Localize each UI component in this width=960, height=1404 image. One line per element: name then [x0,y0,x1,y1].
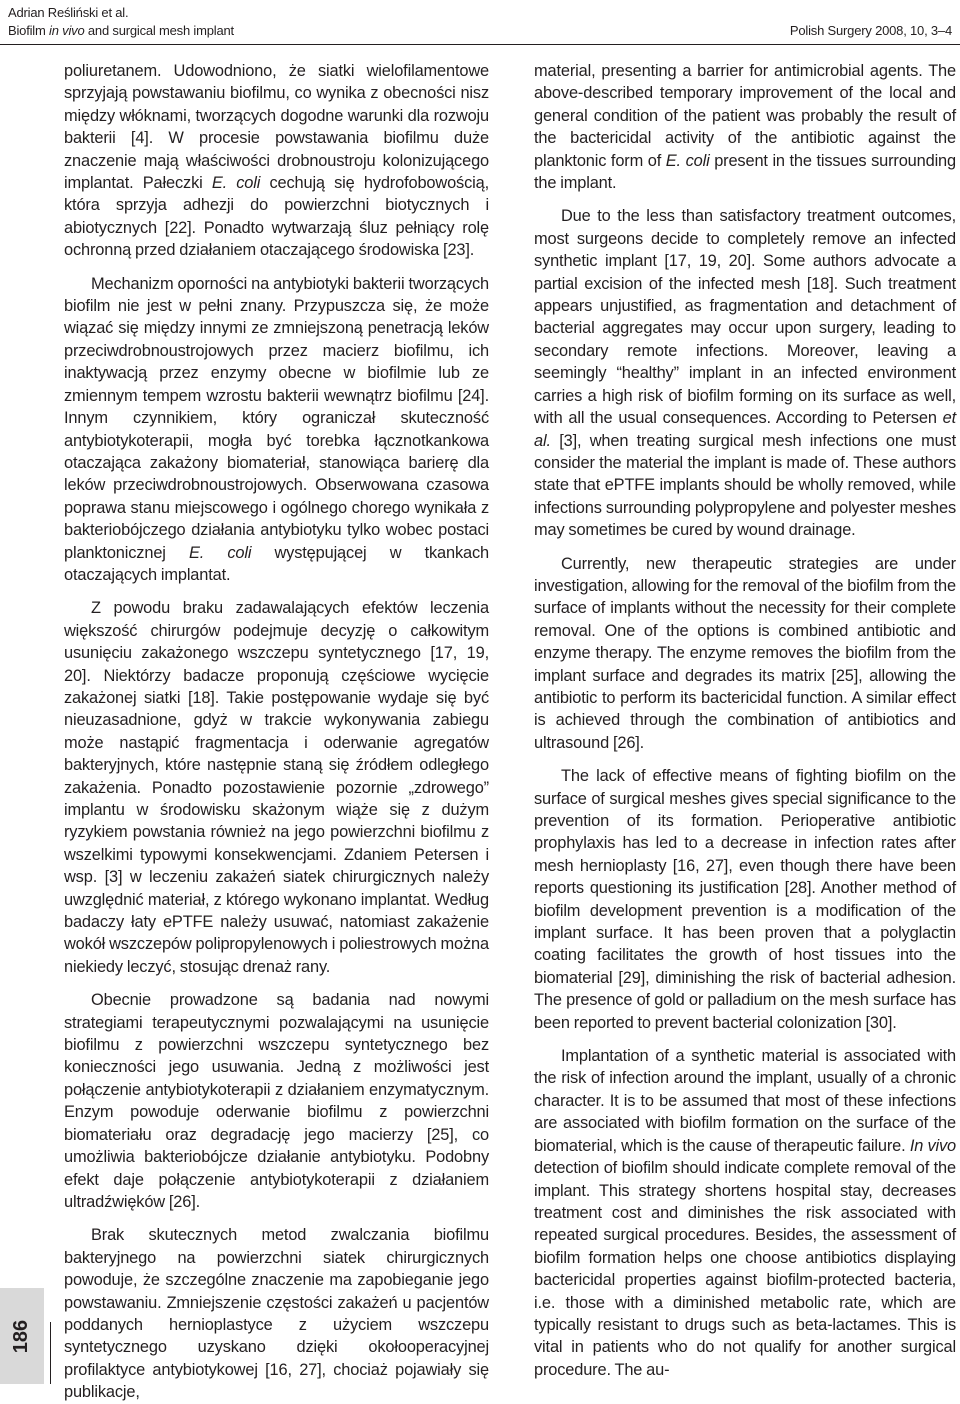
page-number-tab [0,1288,44,1384]
text-run: poliuretanem. Udowodniono, że siatki wielofilamentowe sprzyjają powstawaniu biofilmu, co wynika z obecności nisz między włóknami, tworzących dogodne warunki dla rozwoju bakterii [4]. W procesie powstawania biofilmu duże znaczenie mają właściwości drobnoustroju kolonizującego implantat. Pałeczki [64,62,489,193]
paragraph: The lack of effective means of fighting biofilm on the surface of surgical meshes gives special significance to the prevention of its formation. Perioperative antibiotic prophylaxis has led to a decrease in infection rates after mesh hernioplasty [16, 27], even though there have been reports questioning its justification [28]. Another method of biofilm development prevention is a modification of the implant surface. It has been proven that a polyglactin coating facilitates the growth of host tissues into the biomaterial [29], diminishing the risk of bacterial adhesion. The presence of gold or palladium on the mesh surface has been reported to prevent bacterial colonization [30]. [534,767,956,1032]
margin-rule [50,1322,51,1384]
text-run: [3], when treating surgical mesh infections one must consider the material the implant is made of. These authors state that ePTFE implants should be wholly removed, while infections surrounding polypropylene and polyester meshes may sometimes be cured by wound drainage. [534,431,956,540]
species-name: E. coli [211,174,261,193]
page-header [0,0,960,44]
paragraph: Obecnie prowadzone są badania nad nowymi strategiami terapeutycznymi pozwalającymi na usunięcie biofilmu z powierzchni wszczepu syntetycznego bez konieczności jego usuwania. Jedną z możliwości jest połączenie antybiotykoterapii z działaniem enzymatycznym. Enzym powoduje oderwanie biofilmu z powierzchni biomateriału oraz degradację jego macierzy [25], co umożliwia bakteriobójcze działanie antybiotyku. Podobny efekt daje połączenie antybiotykoterapii z działaniem ultradźwięków [26]. [64,991,489,1211]
paragraph: Brak skutecznych metod zwalczania biofilmu bakteryjnego na powierzchni siatek chirurgicznych powoduje, że szczególne znaczenie ma zapobieganie jego powstawaniu. Zmniejszenie częstości zakażeń u pacjentów poddanych hernioplastyce z użyciem wszczepu syntetycznego uzyskano dzięki okołooperacyjnej profilaktyce antybiotykowej [16, 27], chociaż pojawiały się publikacje, [64,1226,489,1402]
header-rule [0,44,960,45]
text-run: Mechanizm oporności na antybiotyki bakterii tworzących biofilm nie jest w pełni znany. Przypuszcza się, że może wiązać się między innymi ze zmniejszoną penetracją leków przeciwdrobnoustrojowych przez macierz biofilmu, ich inaktywacją przez enzymy obecne w biofilmie lub ze zmiennym tempem wzrostu bakterii wewnątrz biofilmu [24]. Innym czynnikiem, który ograniczał skuteczność antybiotykoterapii, mogła być torebka łącznotkankowa otaczająca zakażony biomateriał, stanowiąca barierę dla leków przeciwdrobnoustrojowych. Obserwowana czasowa poprawa stanu miejscowego i ogólnego chorego wynikała z bakteriobójczego działania antybiotyku tylko wobec postaci planktonicznej [64,274,489,562]
paragraph: Currently, new therapeutic strategies are under investigation, allowing for the removal of the biofilm from the surface of implants without the necessity for their complete removal. One of the options is combined antibiotic and enzyme therapy. The enzyme removes the biofilm from the implant surface and degrades its matrix [25], allowing the antibiotic to perform its bactericidal function. A similar effect is achieved through the combination of antibiotics and ultrasound [26]. [534,554,956,752]
page-number: 186 [10,1319,33,1353]
species-name: E. coli [188,543,252,562]
text-run: cechują się hydrofobowością, która sprzyja adhezji do powierzchni biotycznych i abiotycznych [22]. Ponadto wytwarzają śluz pełniący rolę ochronną przed działaniem otaczającego środowiska [23]. [64,174,489,260]
running-head-left [8,4,234,40]
paragraph: Z powodu braku zadawalających efektów leczenia większość chirurgów podejmuje decyzję o całkowitym usunięciu zakażonego wszczepu syntetycznego [17, 19, 20]. Niektórzy badacze proponują częściowe wycięcie zakażonej siatki [18]. Takie postępowanie wydaje się być nieuzasadnione, gdyż w trakcie wykonywania zabiegu może nastąpić fragmentacja i oderwanie agregatów bakteryjnych, które następnie staną się źródłem odległego zakażenia. Ponadto pozostawienie pozornie „zdrowego” implantu w środowisku skażonym wiąże się z dużym ryzykiem powstania również na jego powierzchni biofilmu z wszelkimi typowymi konsekwencjami. Zdaniem Petersen i wsp. [3] w leczeniu zakażeń siatek chirurgicznych należy uwzględnić materiał, z którego wykonano implantat. Według badaczy łaty ePTFE należy usuwać, natomiast zakażenie wokół wszczepów polipropylenowych i poliestrowych można niekiedy leczyć, stosując drenaż rany. [64,599,489,976]
article-title [8,22,234,40]
paragraph [534,205,956,541]
text-run: detection of biofilm should indicate complete removal of the implant. This strategy shortens hospital stay, decreases treatment cost and diminishes the risk associated with repeated surgical procedures. Besides, the assessment of biofilm formation helps one choose antibiotics displaying bactericidal properties against biofilm-protected bacteria, i.e. those with a diminished metabolic rate, which are typically resistant to drugs such as beta-lactames. This is vital in patients who do not qualify for another surgical procedure. The au- [534,1159,956,1379]
title-prefix: Biofilm [8,23,50,38]
authors: Adrian Reśliński et al. [8,5,129,20]
species-name: E. coli [665,151,710,170]
journal-info: Polish Surgery 2008, 10, 3–4 [789,23,952,38]
title-italic: in vivo [49,23,85,38]
text-run: present in the tissues surrounding the implant. [534,151,956,193]
right-column-english [534,60,956,1381]
text-run: Implantation of a synthetic material is associated with the risk of infection around the implant, usually of a chronic character. It is to be assumed that most of these infections are associated with biofilm formation on the surface of the biomaterial, which is the cause of therapeutic failure. [534,1047,956,1155]
left-column-polish [64,60,489,1404]
title-suffix: and surgical mesh implant [84,23,234,38]
latin-term: In vivo [909,1136,957,1155]
text-run: występującej w tkankach otaczających implantat. [64,543,489,584]
paragraph [64,273,489,587]
paragraph [64,60,489,262]
text-run: Due to the less than satisfactory treatment outcomes, most surgeons decide to completely remove an infected synthetic implant [17, 19, 20]. Some authors advocate a partial excision of the infected mesh [18]. Such treatment appears unjustified, as fragmentation and detachment of bacterial aggregates may occur upon surgery, leading to secondary remote infections. Moreover, leaving a seemingly “healthy” implant in an infected environment carries a high risk of biofilm forming on its surface as well, with all the usual consequences. According to Petersen [534,207,956,428]
latin-abbrev: et al. [534,409,956,450]
paragraph [534,60,956,194]
text-run: material, presenting a barrier for antimicrobial agents. The above-described temporary improvement of the local and general condition of the patient was probably the result of the bactericidal activity of the antibiotic against the planktonic form of [534,62,956,170]
paragraph [534,1045,956,1381]
